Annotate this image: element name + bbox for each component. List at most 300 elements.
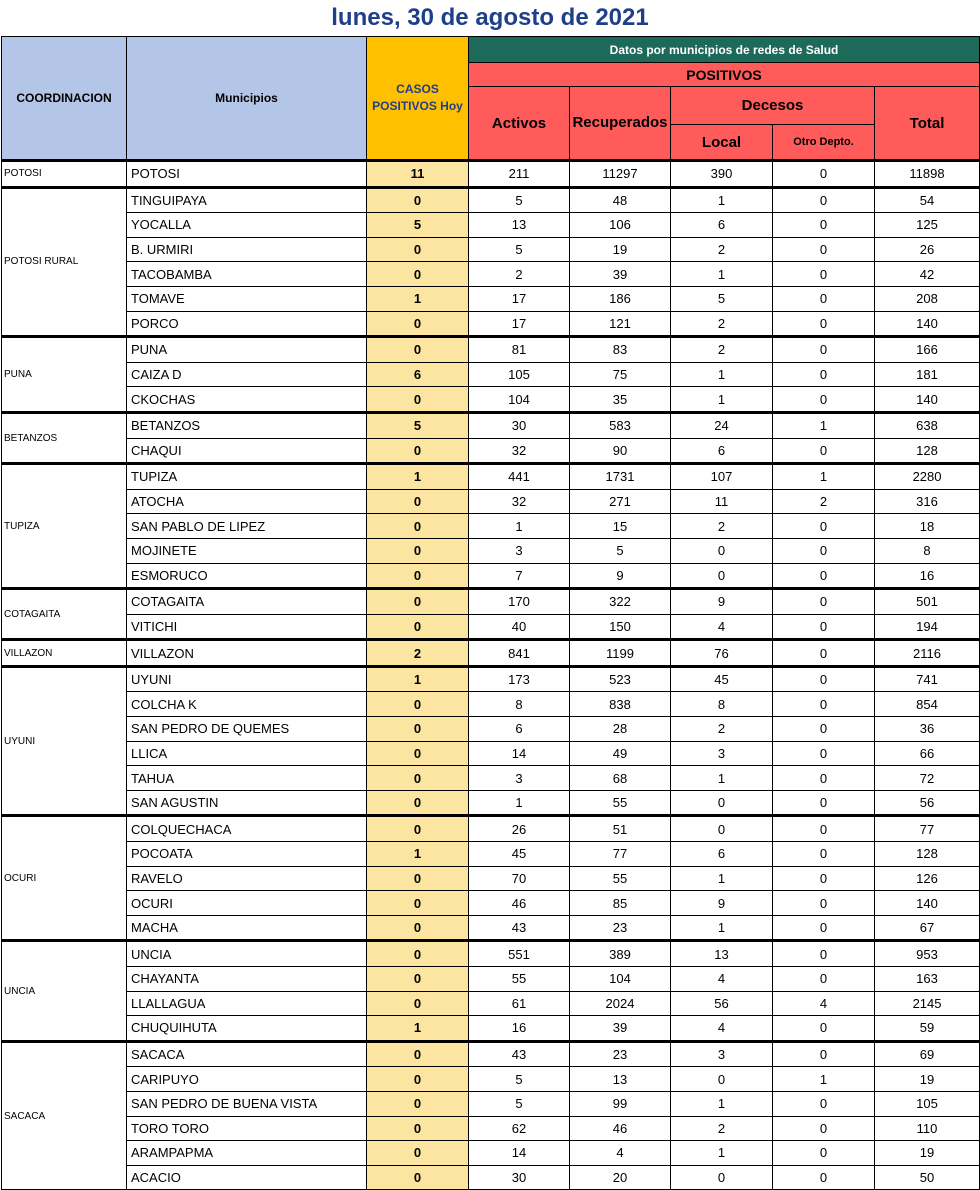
- decesos-local-cell: 2: [671, 337, 773, 363]
- activos-cell: 14: [469, 1141, 570, 1166]
- municipio-cell: UNCIA: [127, 941, 367, 967]
- table-row: [2, 311, 980, 337]
- decesos-local-cell: 3: [671, 741, 773, 766]
- municipio-cell: YOCALLA: [127, 213, 367, 238]
- casos-hoy-cell: 0: [367, 538, 469, 563]
- municipio-cell: COLQUECHACA: [127, 816, 367, 842]
- activos-cell: 441: [469, 464, 570, 490]
- table-row: [2, 438, 980, 464]
- header-positivos: POSITIVOS: [469, 63, 980, 87]
- municipio-cell: MOJINETE: [127, 538, 367, 563]
- table-row: [2, 563, 980, 589]
- total-cell: 18: [875, 514, 980, 539]
- table-row: [2, 514, 980, 539]
- municipio-cell: ACACIO: [127, 1165, 367, 1190]
- casos-hoy-cell: 0: [367, 1041, 469, 1067]
- activos-cell: 17: [469, 311, 570, 337]
- municipio-cell: VILLAZON: [127, 640, 367, 667]
- decesos-local-cell: 9: [671, 589, 773, 615]
- decesos-otro-cell: 0: [773, 614, 875, 640]
- table-row: [2, 1116, 980, 1141]
- activos-cell: 3: [469, 766, 570, 791]
- decesos-otro-cell: 0: [773, 790, 875, 816]
- decesos-local-cell: 1: [671, 766, 773, 791]
- recuperados-cell: 2024: [570, 991, 671, 1016]
- decesos-otro-cell: 1: [773, 464, 875, 490]
- total-cell: 72: [875, 766, 980, 791]
- total-cell: 50: [875, 1165, 980, 1190]
- casos-hoy-cell: 1: [367, 464, 469, 490]
- table-row: [2, 286, 980, 311]
- decesos-otro-cell: 1: [773, 1067, 875, 1092]
- total-cell: 110: [875, 1116, 980, 1141]
- total-cell: 854: [875, 692, 980, 717]
- municipio-cell: TINGUIPAYA: [127, 187, 367, 213]
- table-row: [2, 692, 980, 717]
- decesos-local-cell: 2: [671, 717, 773, 742]
- total-cell: 194: [875, 614, 980, 640]
- municipio-cell: TOMAVE: [127, 286, 367, 311]
- header-datos: Datos por municipios de redes de Salud: [469, 37, 980, 63]
- recuperados-cell: 51: [570, 816, 671, 842]
- table-row: [2, 187, 980, 213]
- total-cell: 42: [875, 262, 980, 287]
- table-row: [2, 237, 980, 262]
- decesos-otro-cell: 4: [773, 991, 875, 1016]
- municipio-cell: OCURI: [127, 891, 367, 916]
- recuperados-cell: 85: [570, 891, 671, 916]
- municipio-cell: SAN PEDRO DE QUEMES: [127, 717, 367, 742]
- page-title: lunes, 30 de agosto de 2021: [331, 4, 649, 31]
- decesos-otro-cell: 0: [773, 717, 875, 742]
- decesos-local-cell: 3: [671, 1041, 773, 1067]
- decesos-otro-cell: 0: [773, 387, 875, 413]
- casos-hoy-cell: 0: [367, 187, 469, 213]
- recuperados-cell: 389: [570, 941, 671, 967]
- municipio-cell: CHAYANTA: [127, 967, 367, 992]
- municipio-cell: POTOSI: [127, 161, 367, 188]
- decesos-local-cell: 4: [671, 1016, 773, 1042]
- total-cell: 105: [875, 1091, 980, 1116]
- casos-hoy-cell: 0: [367, 891, 469, 916]
- activos-cell: 61: [469, 991, 570, 1016]
- total-cell: 2145: [875, 991, 980, 1016]
- total-cell: 126: [875, 866, 980, 891]
- municipio-cell: BETANZOS: [127, 412, 367, 438]
- casos-hoy-cell: 0: [367, 337, 469, 363]
- decesos-otro-cell: 0: [773, 866, 875, 891]
- recuperados-cell: 35: [570, 387, 671, 413]
- decesos-local-cell: 1: [671, 866, 773, 891]
- activos-cell: 17: [469, 286, 570, 311]
- decesos-otro-cell: 0: [773, 692, 875, 717]
- decesos-otro-cell: 0: [773, 666, 875, 692]
- recuperados-cell: 39: [570, 262, 671, 287]
- total-cell: 125: [875, 213, 980, 238]
- decesos-otro-cell: 0: [773, 237, 875, 262]
- recuperados-cell: 99: [570, 1091, 671, 1116]
- decesos-otro-cell: 0: [773, 1141, 875, 1166]
- municipio-cell: SAN PEDRO DE BUENA VISTA: [127, 1091, 367, 1116]
- coordinacion-cell: UYUNI: [2, 666, 127, 816]
- activos-cell: 30: [469, 412, 570, 438]
- casos-hoy-cell: 5: [367, 213, 469, 238]
- municipio-cell: TORO TORO: [127, 1116, 367, 1141]
- decesos-otro-cell: 0: [773, 816, 875, 842]
- table-row: [2, 640, 980, 667]
- table-row: [2, 412, 980, 438]
- total-cell: 54: [875, 187, 980, 213]
- casos-hoy-cell: 0: [367, 1116, 469, 1141]
- municipio-cell: CKOCHAS: [127, 387, 367, 413]
- table-row: [2, 1091, 980, 1116]
- casos-hoy-cell: 0: [367, 692, 469, 717]
- coordinacion-cell: POTOSI: [2, 161, 127, 188]
- decesos-otro-cell: 0: [773, 891, 875, 916]
- recuperados-cell: 83: [570, 337, 671, 363]
- activos-cell: 211: [469, 161, 570, 188]
- decesos-otro-cell: 2: [773, 489, 875, 514]
- municipio-cell: CHAQUI: [127, 438, 367, 464]
- decesos-local-cell: 45: [671, 666, 773, 692]
- total-cell: 501: [875, 589, 980, 615]
- casos-hoy-cell: 0: [367, 1067, 469, 1092]
- recuperados-cell: 186: [570, 286, 671, 311]
- decesos-local-cell: 1: [671, 1091, 773, 1116]
- casos-hoy-cell: 1: [367, 666, 469, 692]
- decesos-otro-cell: 0: [773, 941, 875, 967]
- municipio-cell: TACOBAMBA: [127, 262, 367, 287]
- recuperados-cell: 39: [570, 1016, 671, 1042]
- header-municipios: Municipios: [127, 37, 367, 161]
- decesos-local-cell: 56: [671, 991, 773, 1016]
- decesos-local-cell: 9: [671, 891, 773, 916]
- table-row: [2, 866, 980, 891]
- coordinacion-cell: OCURI: [2, 816, 127, 941]
- recuperados-cell: 4: [570, 1141, 671, 1166]
- municipio-cell: COTAGAITA: [127, 589, 367, 615]
- total-cell: 77: [875, 816, 980, 842]
- activos-cell: 26: [469, 816, 570, 842]
- decesos-otro-cell: 0: [773, 262, 875, 287]
- total-cell: 16: [875, 563, 980, 589]
- decesos-local-cell: 76: [671, 640, 773, 667]
- decesos-local-cell: 24: [671, 412, 773, 438]
- decesos-local-cell: 2: [671, 1116, 773, 1141]
- casos-hoy-cell: 0: [367, 311, 469, 337]
- recuperados-cell: 5: [570, 538, 671, 563]
- recuperados-cell: 322: [570, 589, 671, 615]
- recuperados-cell: 55: [570, 790, 671, 816]
- municipio-cell: LLALLAGUA: [127, 991, 367, 1016]
- coordinacion-cell: SACACA: [2, 1041, 127, 1190]
- total-cell: 67: [875, 915, 980, 941]
- recuperados-cell: 23: [570, 1041, 671, 1067]
- decesos-local-cell: 2: [671, 514, 773, 539]
- decesos-otro-cell: 0: [773, 187, 875, 213]
- decesos-local-cell: 0: [671, 1067, 773, 1092]
- municipio-cell: CARIPUYO: [127, 1067, 367, 1092]
- decesos-local-cell: 1: [671, 915, 773, 941]
- activos-cell: 81: [469, 337, 570, 363]
- activos-cell: 30: [469, 1165, 570, 1190]
- recuperados-cell: 75: [570, 362, 671, 387]
- activos-cell: 40: [469, 614, 570, 640]
- decesos-otro-cell: 0: [773, 538, 875, 563]
- table-row: [2, 538, 980, 563]
- municipio-cell: UYUNI: [127, 666, 367, 692]
- total-cell: 140: [875, 387, 980, 413]
- table-row: [2, 1067, 980, 1092]
- total-cell: 36: [875, 717, 980, 742]
- casos-hoy-cell: 1: [367, 842, 469, 867]
- total-cell: 163: [875, 967, 980, 992]
- decesos-local-cell: 1: [671, 187, 773, 213]
- decesos-otro-cell: 0: [773, 337, 875, 363]
- municipio-cell: CAIZA D: [127, 362, 367, 387]
- activos-cell: 841: [469, 640, 570, 667]
- activos-cell: 16: [469, 1016, 570, 1042]
- decesos-local-cell: 390: [671, 161, 773, 188]
- municipio-cell: PUNA: [127, 337, 367, 363]
- total-cell: 166: [875, 337, 980, 363]
- recuperados-cell: 90: [570, 438, 671, 464]
- municipio-cell: COLCHA K: [127, 692, 367, 717]
- activos-cell: 14: [469, 741, 570, 766]
- total-cell: 11898: [875, 161, 980, 188]
- total-cell: 741: [875, 666, 980, 692]
- casos-hoy-cell: 6: [367, 362, 469, 387]
- casos-hoy-cell: 0: [367, 614, 469, 640]
- total-cell: 59: [875, 1016, 980, 1042]
- casos-hoy-cell: 1: [367, 286, 469, 311]
- recuperados-cell: 68: [570, 766, 671, 791]
- activos-cell: 6: [469, 717, 570, 742]
- total-cell: 140: [875, 891, 980, 916]
- casos-hoy-cell: 0: [367, 915, 469, 941]
- header-decesos: Decesos: [671, 87, 875, 125]
- activos-cell: 62: [469, 1116, 570, 1141]
- municipio-cell: ATOCHA: [127, 489, 367, 514]
- decesos-otro-cell: 0: [773, 438, 875, 464]
- header-recuperados: Recuperados: [570, 87, 671, 161]
- recuperados-cell: 11297: [570, 161, 671, 188]
- table-body: [2, 161, 980, 1190]
- header-otro-depto: Otro Depto.: [773, 125, 875, 161]
- coordinacion-cell: PUNA: [2, 337, 127, 413]
- table-header: [2, 37, 980, 161]
- casos-hoy-cell: 0: [367, 1165, 469, 1190]
- decesos-local-cell: 0: [671, 1165, 773, 1190]
- coordinacion-cell: VILLAZON: [2, 640, 127, 667]
- casos-hoy-cell: 1: [367, 1016, 469, 1042]
- activos-cell: 8: [469, 692, 570, 717]
- table-row: [2, 816, 980, 842]
- casos-hoy-cell: 0: [367, 589, 469, 615]
- decesos-otro-cell: 0: [773, 766, 875, 791]
- total-cell: 69: [875, 1041, 980, 1067]
- casos-hoy-cell: 0: [367, 489, 469, 514]
- table-row: [2, 362, 980, 387]
- decesos-otro-cell: 1: [773, 412, 875, 438]
- table-row: [2, 666, 980, 692]
- decesos-otro-cell: 0: [773, 640, 875, 667]
- casos-hoy-cell: 0: [367, 387, 469, 413]
- casos-hoy-cell: 0: [367, 438, 469, 464]
- casos-hoy-cell: 2: [367, 640, 469, 667]
- recuperados-cell: 106: [570, 213, 671, 238]
- decesos-otro-cell: 0: [773, 1165, 875, 1190]
- activos-cell: 46: [469, 891, 570, 916]
- municipio-cell: SAN PABLO DE LIPEZ: [127, 514, 367, 539]
- decesos-local-cell: 6: [671, 213, 773, 238]
- decesos-local-cell: 4: [671, 614, 773, 640]
- decesos-otro-cell: 0: [773, 161, 875, 188]
- table-row: [2, 766, 980, 791]
- recuperados-cell: 838: [570, 692, 671, 717]
- decesos-otro-cell: 0: [773, 362, 875, 387]
- header-coordinacion: COORDINACION: [2, 37, 127, 161]
- recuperados-cell: 13: [570, 1067, 671, 1092]
- municipio-cell: PORCO: [127, 311, 367, 337]
- municipio-cell: SACACA: [127, 1041, 367, 1067]
- recuperados-cell: 523: [570, 666, 671, 692]
- decesos-local-cell: 8: [671, 692, 773, 717]
- casos-hoy-cell: 0: [367, 790, 469, 816]
- table-row: [2, 589, 980, 615]
- decesos-local-cell: 0: [671, 538, 773, 563]
- table-row: [2, 213, 980, 238]
- casos-hoy-cell: 0: [367, 941, 469, 967]
- activos-cell: 13: [469, 213, 570, 238]
- total-cell: 19: [875, 1141, 980, 1166]
- casos-hoy-cell: 0: [367, 1091, 469, 1116]
- municipio-cell: VITICHI: [127, 614, 367, 640]
- casos-hoy-cell: 5: [367, 412, 469, 438]
- decesos-local-cell: 13: [671, 941, 773, 967]
- municipio-cell: LLICA: [127, 741, 367, 766]
- recuperados-cell: 583: [570, 412, 671, 438]
- table-row: [2, 1165, 980, 1190]
- table-row: [2, 1141, 980, 1166]
- decesos-local-cell: 0: [671, 563, 773, 589]
- total-cell: 26: [875, 237, 980, 262]
- total-cell: 8: [875, 538, 980, 563]
- casos-hoy-cell: 0: [367, 816, 469, 842]
- total-cell: 128: [875, 842, 980, 867]
- total-cell: 140: [875, 311, 980, 337]
- casos-hoy-cell: 0: [367, 991, 469, 1016]
- activos-cell: 70: [469, 866, 570, 891]
- recuperados-cell: 28: [570, 717, 671, 742]
- recuperados-cell: 150: [570, 614, 671, 640]
- recuperados-cell: 46: [570, 1116, 671, 1141]
- covid-table: [1, 36, 980, 1190]
- table-row: [2, 161, 980, 188]
- casos-hoy-cell: 0: [367, 967, 469, 992]
- recuperados-cell: 48: [570, 187, 671, 213]
- activos-cell: 3: [469, 538, 570, 563]
- total-cell: 208: [875, 286, 980, 311]
- casos-hoy-cell: 0: [367, 514, 469, 539]
- decesos-otro-cell: 0: [773, 1091, 875, 1116]
- recuperados-cell: 121: [570, 311, 671, 337]
- activos-cell: 104: [469, 387, 570, 413]
- table-row: [2, 717, 980, 742]
- recuperados-cell: 1199: [570, 640, 671, 667]
- activos-cell: 173: [469, 666, 570, 692]
- activos-cell: 105: [469, 362, 570, 387]
- table-row: [2, 337, 980, 363]
- activos-cell: 170: [469, 589, 570, 615]
- activos-cell: 1: [469, 790, 570, 816]
- decesos-local-cell: 6: [671, 842, 773, 867]
- total-cell: 953: [875, 941, 980, 967]
- recuperados-cell: 9: [570, 563, 671, 589]
- coordinacion-cell: POTOSI RURAL: [2, 187, 127, 337]
- table-row: [2, 262, 980, 287]
- decesos-otro-cell: 0: [773, 514, 875, 539]
- total-cell: 128: [875, 438, 980, 464]
- recuperados-cell: 49: [570, 741, 671, 766]
- table-row: [2, 614, 980, 640]
- casos-hoy-cell: 11: [367, 161, 469, 188]
- casos-hoy-cell: 0: [367, 563, 469, 589]
- municipio-cell: TAHUA: [127, 766, 367, 791]
- total-cell: 66: [875, 741, 980, 766]
- activos-cell: 7: [469, 563, 570, 589]
- header-casos-hoy: CASOS POSITIVOS Hoy: [367, 37, 469, 161]
- casos-hoy-cell: 0: [367, 866, 469, 891]
- decesos-local-cell: 1: [671, 387, 773, 413]
- casos-hoy-cell: 0: [367, 237, 469, 262]
- table-row: [2, 1041, 980, 1067]
- table-row: [2, 991, 980, 1016]
- activos-cell: 43: [469, 1041, 570, 1067]
- municipio-cell: ARAMPAPMA: [127, 1141, 367, 1166]
- activos-cell: 5: [469, 1067, 570, 1092]
- decesos-otro-cell: 0: [773, 213, 875, 238]
- recuperados-cell: 19: [570, 237, 671, 262]
- recuperados-cell: 55: [570, 866, 671, 891]
- municipio-cell: POCOATA: [127, 842, 367, 867]
- casos-hoy-cell: 0: [367, 741, 469, 766]
- activos-cell: 55: [469, 967, 570, 992]
- municipio-cell: ESMORUCO: [127, 563, 367, 589]
- header-total: Total: [875, 87, 980, 161]
- casos-hoy-cell: 0: [367, 766, 469, 791]
- total-cell: 638: [875, 412, 980, 438]
- decesos-otro-cell: 0: [773, 589, 875, 615]
- coordinacion-cell: COTAGAITA: [2, 589, 127, 640]
- activos-cell: 5: [469, 187, 570, 213]
- activos-cell: 5: [469, 237, 570, 262]
- activos-cell: 32: [469, 438, 570, 464]
- decesos-otro-cell: 0: [773, 842, 875, 867]
- decesos-local-cell: 107: [671, 464, 773, 490]
- decesos-otro-cell: 0: [773, 915, 875, 941]
- total-cell: 2116: [875, 640, 980, 667]
- table-row: [2, 915, 980, 941]
- coordinacion-cell: UNCIA: [2, 941, 127, 1041]
- municipio-cell: TUPIZA: [127, 464, 367, 490]
- table-row: [2, 790, 980, 816]
- table-row: [2, 941, 980, 967]
- activos-cell: 2: [469, 262, 570, 287]
- municipio-cell: MACHA: [127, 915, 367, 941]
- decesos-local-cell: 1: [671, 1141, 773, 1166]
- decesos-local-cell: 1: [671, 362, 773, 387]
